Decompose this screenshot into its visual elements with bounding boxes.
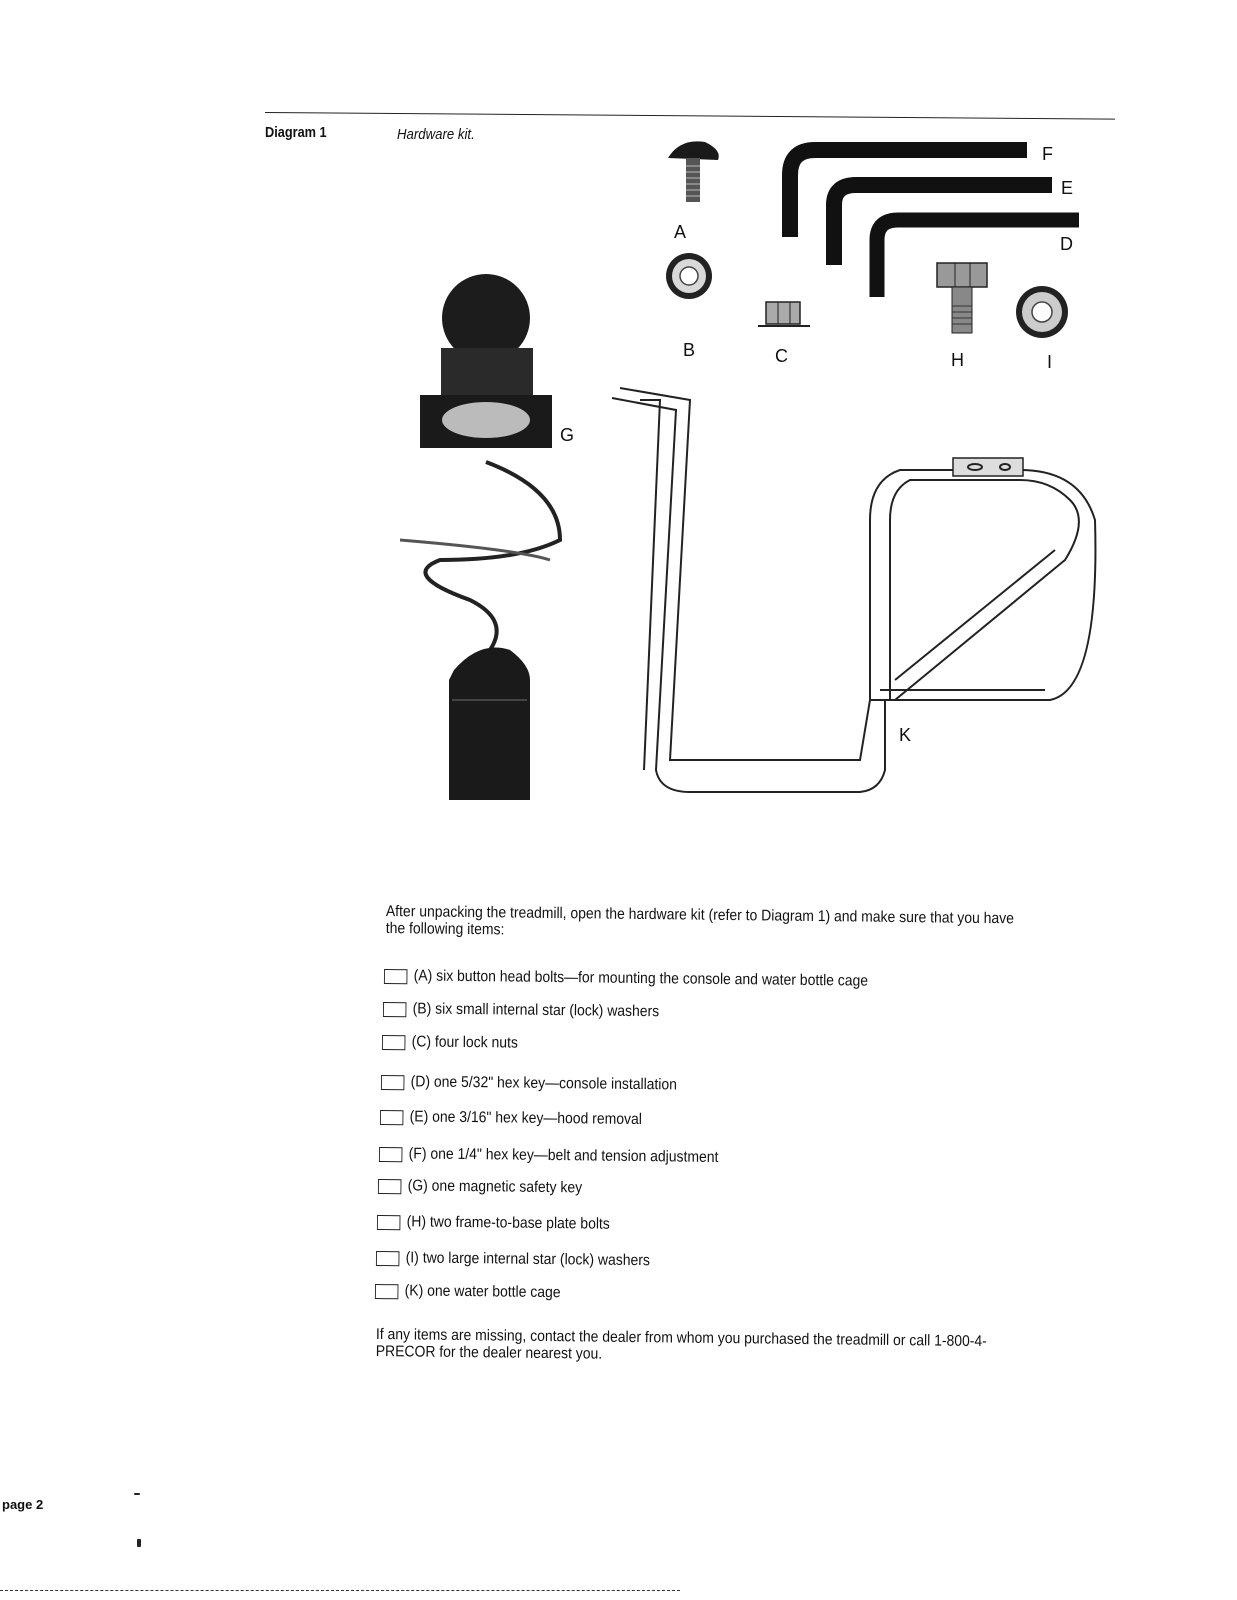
checklist-item[interactable]: [375, 1282, 561, 1302]
checkbox[interactable]: [383, 1002, 407, 1017]
checklist-item[interactable]: [376, 1249, 650, 1270]
water-bottle-cage-illustration: [612, 388, 1095, 792]
part-label-k: K: [899, 725, 912, 745]
bottom-rule: [0, 1590, 680, 1591]
magnetic-safety-key-illustration: [400, 274, 560, 800]
checklist-item-label: (I) two large internal star (lock) washers: [405, 1249, 650, 1270]
part-label-h: H: [951, 350, 964, 370]
checklist-item[interactable]: [383, 1000, 659, 1021]
checkbox[interactable]: [379, 1147, 403, 1162]
checklist-item-label: (F) one 1/4" hex key—belt and tension adjustment: [408, 1145, 719, 1166]
intro-paragraph: After unpacking the treadmill, open the hardware kit (refer to Diagram 1) and make sure that you have the following items:: [385, 903, 1015, 939]
button-head-bolt-illustration: [668, 141, 719, 202]
checklist-item[interactable]: [381, 1073, 677, 1094]
diagram-caption: Hardware kit.: [397, 126, 475, 143]
checklist-item[interactable]: [380, 1108, 642, 1129]
scan-speck: [134, 1493, 140, 1495]
checklist-item-label: (E) one 3/16" hex key—hood removal: [409, 1108, 642, 1129]
checklist-item[interactable]: [377, 1213, 610, 1234]
part-label-a: A: [674, 222, 687, 242]
page-number: page 2: [2, 1497, 44, 1512]
part-label-e: E: [1061, 178, 1074, 198]
part-label-d: D: [1060, 234, 1073, 254]
part-label-f: F: [1042, 144, 1053, 164]
checklist-item-label: (G) one magnetic safety key: [407, 1177, 583, 1197]
checkbox[interactable]: [380, 1110, 404, 1125]
checkbox[interactable]: [381, 1075, 405, 1090]
checkbox[interactable]: [378, 1179, 402, 1194]
part-label-b: B: [683, 340, 696, 360]
checklist-item[interactable]: [379, 1145, 719, 1167]
checkbox[interactable]: [377, 1215, 401, 1230]
checklist-item-label: (A) six button head bolts—for mounting the console and water bottle cage: [413, 967, 869, 990]
checkbox[interactable]: [376, 1251, 400, 1266]
frame-bolt-illustration: [937, 263, 987, 333]
outro-paragraph: If any items are missing, contact the dealer from whom you purchased the treadmill or call 1-800-4-PRECOR for the dealer nearest you.: [375, 1326, 987, 1363]
checklist-item[interactable]: [384, 967, 868, 991]
checklist-item-label: (K) one water bottle cage: [404, 1282, 561, 1302]
part-label-i: I: [1047, 352, 1053, 372]
checklist-item-label: (H) two frame-to-base plate bolts: [406, 1213, 610, 1233]
checklist-item-label: (C) four lock nuts: [411, 1033, 518, 1052]
checklist-item-label: (B) six small internal star (lock) washers: [412, 1000, 660, 1021]
diagram-label: Diagram 1: [265, 124, 327, 141]
checkbox[interactable]: [382, 1035, 406, 1050]
checklist-item[interactable]: [382, 1033, 518, 1053]
lock-nut-illustration: [758, 302, 810, 326]
part-label-g: G: [560, 425, 575, 445]
checkbox[interactable]: [384, 969, 408, 984]
scan-speck: [137, 1539, 141, 1547]
checklist-item-label: (D) one 5/32" hex key—console installation: [410, 1073, 678, 1094]
large-star-washer-illustration: [1016, 286, 1068, 338]
checklist-item[interactable]: [378, 1177, 582, 1197]
checkbox[interactable]: [375, 1284, 399, 1299]
small-star-washer-illustration: [666, 253, 712, 299]
part-label-c: C: [775, 346, 788, 366]
